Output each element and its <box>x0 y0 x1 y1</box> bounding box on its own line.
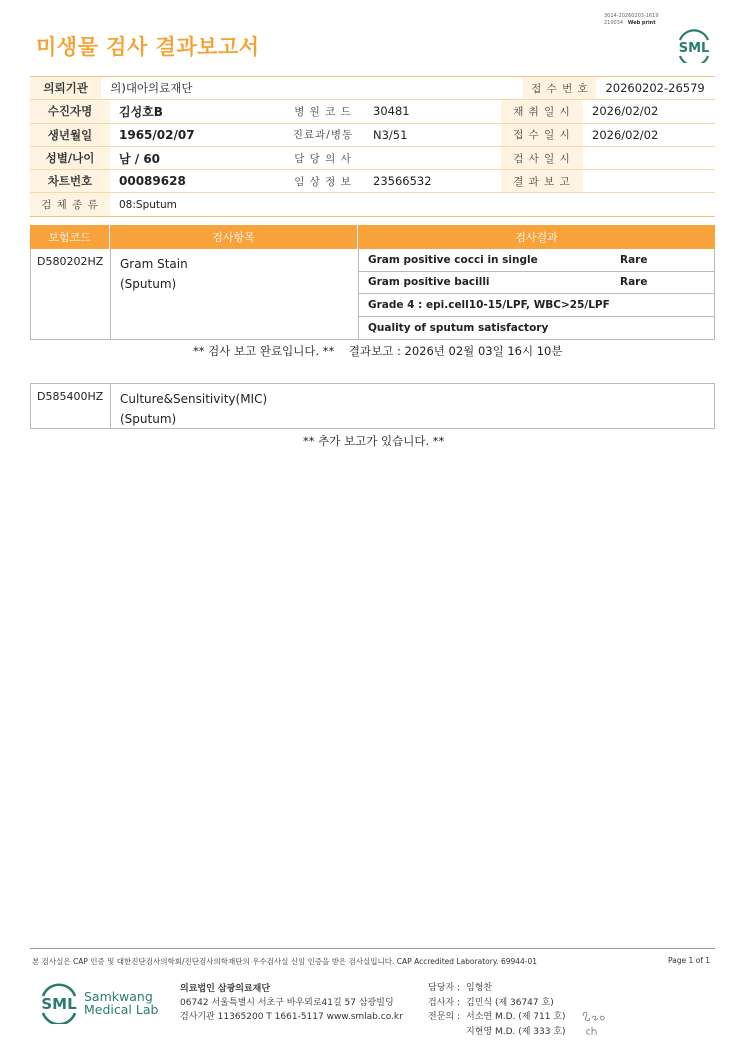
birth-value: 1965/02/07 <box>119 127 195 142</box>
result-name: Quality of sputum satisfactory <box>368 321 549 334</box>
staff-role: 담당자 : <box>428 983 460 993</box>
collect-date-label: 채 취 일 시 <box>501 100 583 122</box>
specimen-label: 검 체 종 류 <box>30 193 110 215</box>
result-table-header <box>30 225 715 249</box>
result-row <box>30 383 715 429</box>
col-test-item: 검사항목 <box>110 225 358 249</box>
signature-icon <box>578 1008 614 1040</box>
brand-name <box>84 990 158 1016</box>
certification-text: 본 검사실은 CAP 인증 및 대한진단검사의학회/진단검사의학재단의 우수검사실 신임 인증을 받은 검사실입니다. CAP Accredited Laboratory. 69944-01 <box>32 957 538 966</box>
result-name: Grade 4 : epi.cell10-15/LPF, WBC>25/LPF <box>368 298 610 311</box>
print-code-2: 210034 <box>604 20 624 26</box>
dept-label: 진료과/병동 <box>292 129 354 142</box>
clinical-label: 임 상 정 보 <box>294 175 352 188</box>
footer-divider <box>30 948 715 949</box>
hospital-code-label: 병 원 코 드 <box>294 105 352 118</box>
org-address: 06742 서울특별시 서초구 바우뫼로41길 57 삼광빌딩 <box>180 998 394 1008</box>
result-table-culture <box>30 383 715 429</box>
test-date-label: 검 사 일 시 <box>501 147 583 169</box>
name-value: 김성호B <box>119 104 163 119</box>
report-time: 결과보고 : 2026년 02월 03일 16시 10분 <box>348 344 563 358</box>
col-insurance-code: 보험코드 <box>30 225 110 249</box>
col-test-result: 검사결과 <box>515 231 558 244</box>
result-name: Gram positive cocci in single <box>368 253 538 266</box>
staff-name: 서소연 M.D. (제 711 호) <box>466 1012 566 1022</box>
brand-line-2: Medical Lab <box>84 1002 159 1017</box>
print-code: 3014-20260203-1619 <box>604 13 659 19</box>
report-value <box>583 170 715 192</box>
sml-logo-text: SML <box>678 41 710 56</box>
report-complete-note <box>193 343 562 359</box>
page-number: Page 1 of 1 <box>668 956 711 965</box>
hospital-code-value: 30481 <box>373 104 410 119</box>
test-item <box>111 384 267 428</box>
staff-role: 검사자 : <box>428 997 460 1008</box>
result-line <box>359 317 714 340</box>
staff-name: 임형찬 <box>466 983 493 993</box>
insurance-code: D580202HZ <box>31 249 111 339</box>
chart-label: 차트번호 <box>30 170 110 192</box>
staff-list <box>428 981 566 1039</box>
result-line <box>359 249 714 272</box>
patient-info-table <box>30 76 715 217</box>
print-mode: Web print <box>627 20 656 26</box>
result-table-gram-stain <box>30 225 715 340</box>
collect-date-value: 2026/02/02 <box>592 104 659 119</box>
organization-info <box>180 982 403 1024</box>
clinical-value: 23566532 <box>373 174 432 189</box>
requester-label: 의뢰기관 <box>30 77 101 99</box>
sml-brand-logo-text: SML <box>41 995 77 1013</box>
result-value: Rare <box>620 253 648 266</box>
test-specimen: (Sputum) <box>120 412 177 426</box>
receipt-no-label: 접 수 번 호 <box>523 77 596 99</box>
test-specimen: (Sputum) <box>120 277 177 291</box>
print-stamp <box>604 13 659 27</box>
staff-role: 전문의 : <box>428 1012 460 1022</box>
org-contact: 검사기관 11365200 T 1661-5117 www.smlab.co.kr <box>180 1012 403 1022</box>
name-label: 수진자명 <box>30 100 110 122</box>
staff-name: 김민식 (제 36747 호) <box>466 997 554 1008</box>
result-line <box>359 272 714 295</box>
test-item <box>111 249 359 339</box>
report-status: ** 검사 보고 완료입니다. ** <box>193 344 335 358</box>
specimen-value: 08:Sputum <box>119 198 177 211</box>
result-row <box>30 249 715 340</box>
requester-value: 의)대아의료재단 <box>110 81 193 96</box>
sml-logo-icon <box>674 27 714 63</box>
info-row <box>30 170 715 193</box>
info-row <box>30 147 715 170</box>
staff-name: 지현영 M.D. (제 333 호) <box>466 1026 566 1037</box>
info-row <box>30 77 715 100</box>
additional-report-note: ** 추가 보고가 있습니다. ** <box>303 434 445 448</box>
sex-age-value: 남 / 60 <box>119 151 161 166</box>
result-lines <box>359 249 714 339</box>
info-row <box>30 193 715 216</box>
receipt-no-value: 20260202-26579 <box>605 81 705 96</box>
brand-line-1: Samkwang <box>84 989 153 1004</box>
dept-value: N3/51 <box>373 127 408 142</box>
sex-age-label: 성별/나이 <box>30 147 110 169</box>
test-name: Culture&Sensitivity(MIC) <box>120 392 268 406</box>
birth-label: 생년월일 <box>30 124 110 146</box>
test-date-value <box>583 147 715 169</box>
result-value: Rare <box>620 276 648 289</box>
receipt-date-label: 접 수 일 시 <box>501 124 583 146</box>
test-name: Gram Stain <box>120 257 188 271</box>
receipt-date-value: 2026/02/02 <box>592 127 659 142</box>
sml-brand-logo-icon <box>36 980 82 1024</box>
result-line <box>359 294 714 317</box>
report-title: 미생물 검사 결과보고서 <box>36 35 260 59</box>
doctor-label: 담 당 의 사 <box>294 152 352 165</box>
chart-value: 00089628 <box>119 174 186 189</box>
report-label: 결 과 보 고 <box>501 170 583 192</box>
org-name: 의료법인 삼광의료재단 <box>180 984 271 994</box>
info-row <box>30 124 715 147</box>
insurance-code: D585400HZ <box>31 384 111 428</box>
doctor-value <box>364 147 501 169</box>
info-row <box>30 100 715 123</box>
result-name: Gram positive bacilli <box>368 276 490 289</box>
